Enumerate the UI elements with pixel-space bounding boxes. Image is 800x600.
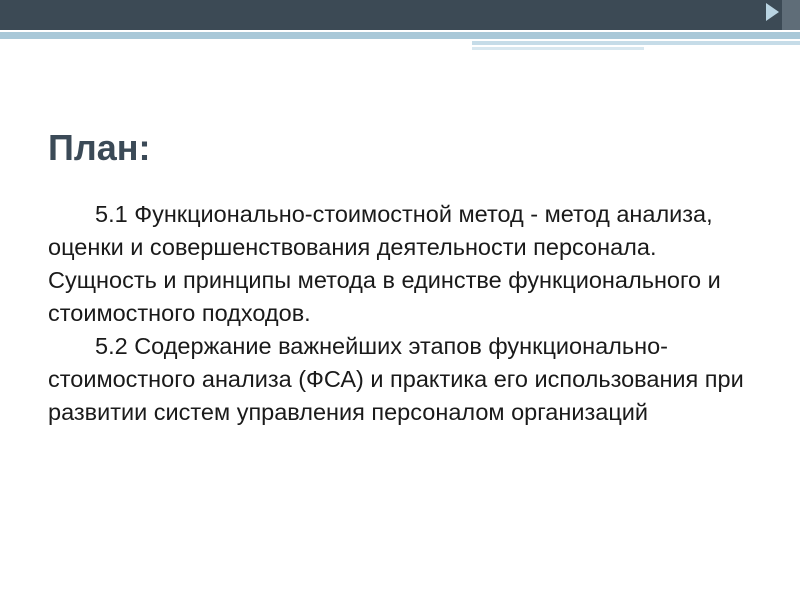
accent-line (0, 32, 800, 39)
plan-item-5-2: 5.2 Содержание важнейших этапов функционально-стоимостного анализа (ФСА) и практика его использования при развитии систем управления персоналом организаций (48, 333, 744, 425)
slide-title: План: (48, 127, 151, 168)
plan-item-5-1: 5.1 Функционально-стоимостной метод - метод анализа, оценки и совершенствования деятельности персонала. Сущность и принципы метода в единстве функционального и стоимостного подходов. (48, 201, 721, 326)
top-bar (0, 0, 800, 30)
accent-line-secondary (472, 41, 800, 45)
slide-content (48, 198, 768, 429)
triangle-arrow-icon (766, 3, 779, 21)
accent-line-tertiary (472, 47, 644, 50)
top-bar-end (782, 0, 800, 30)
